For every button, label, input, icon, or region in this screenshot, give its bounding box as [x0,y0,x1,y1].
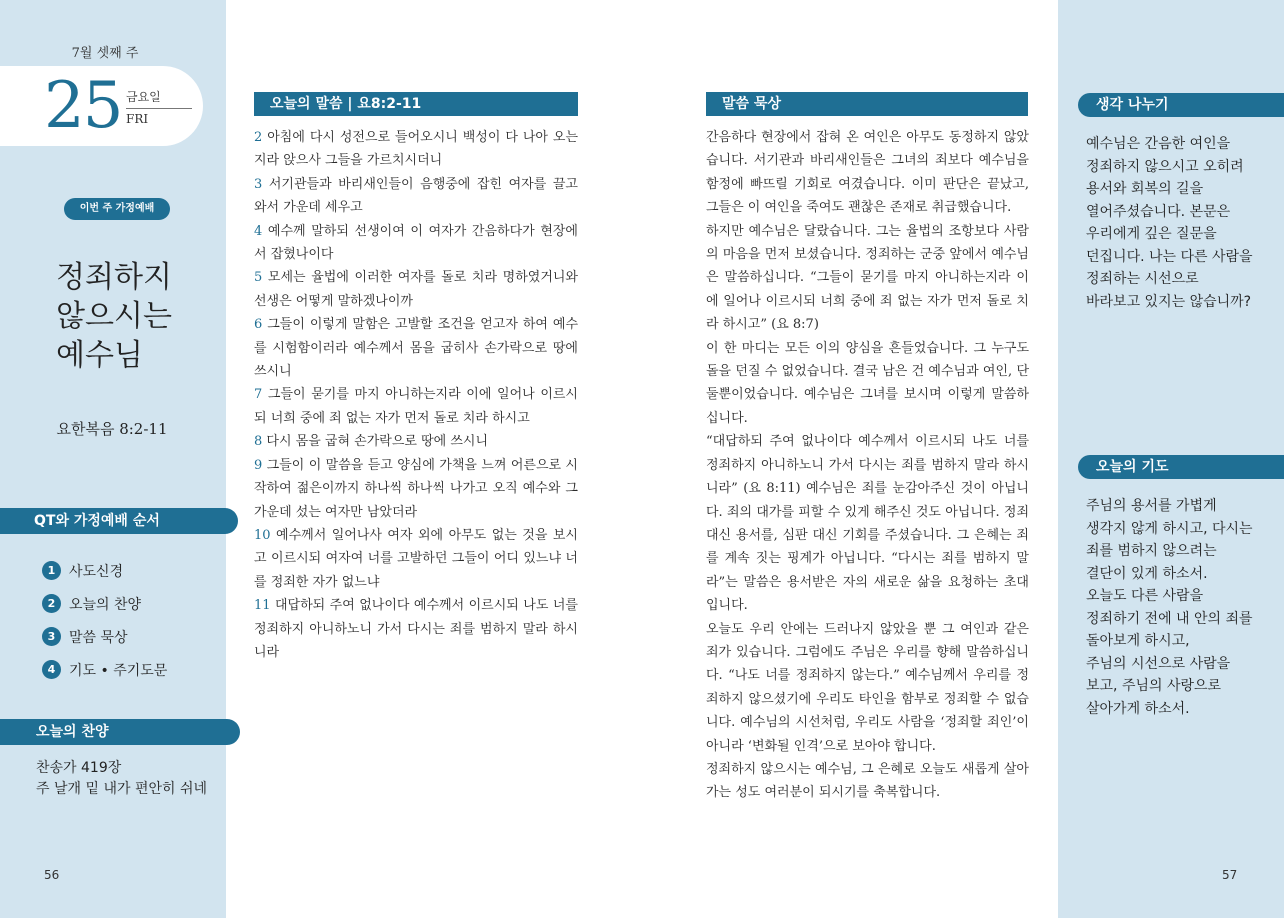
verse [254,383,578,430]
verse-text: 대답하되 주여 없나이다 예수께서 이르시되 나도 너를 정죄하지 아니하노니 가서 다시는 죄를 범하지 말라 하시니라 [254,598,578,660]
order-list [42,554,167,686]
text-line: 열어주셨습니다. 본문은 [1086,203,1231,220]
verse-number: 7 [254,387,263,403]
text-line: 정죄하기 전에 내 안의 죄를 [1086,610,1253,627]
meditation-heading: 말씀 묵상 [706,92,1028,116]
text-line: 주님의 용서를 가볍게 [1086,498,1217,514]
family-worship-tag: 이번 주 가정예배 [64,198,170,220]
verse-text: 모세는 율법에 이러한 여자를 돌로 치라 명하였거니와 선생은 어떻게 말하겠나이까 [254,270,578,309]
hymn-info [36,758,207,800]
verse [254,594,578,664]
number-badge: 1 [42,561,61,580]
number-badge: 4 [42,660,61,679]
verse [254,220,578,267]
text-line: 생각지 않게 하시고, 다시는 [1086,520,1253,537]
text-line: 살아가게 하소서. [1086,700,1190,717]
hymn-title: 주 날개 밑 내가 편안히 쉬네 [36,781,208,797]
list-item [42,620,167,653]
order-label: 기도 • 주기도문 [69,662,168,679]
text-line: 정죄하는 시선으로 [1086,271,1199,287]
meditation-text [706,126,1029,805]
text-line: 오늘도 다른 사람을 [1086,588,1204,604]
order-heading: QT와 가정예배 순서 [0,508,238,534]
title-line: 않으시는 [56,299,172,334]
verse-text: 그들이 이 말씀을 듣고 양심에 가책을 느껴 어른으로 시작하여 젊은이까지 하나씩 하나씩 나가고 오직 예수와 그 가운데 섰는 여자만 남았더라 [254,457,578,520]
verse-text: 아침에 다시 성전으로 들어오시니 백성이 다 나아 오는지라 앉으사 그들을 가르치시더니 [254,130,578,169]
prayer-heading: 오늘의 기도 [1078,455,1284,479]
page-number-right: 57 [1222,868,1238,882]
week-label: 7월 셋째 주 [71,46,139,61]
verse-text: 예수께서 일어나사 여자 외에 아무도 없는 것을 보시고 이르시되 여자여 너를 고발하던 그들이 어디 있느냐 너를 정죄한 자가 없느냐 [254,527,578,590]
day-divider [126,108,192,109]
share-text [1086,133,1276,313]
meditation-paragraph: 오늘도 우리 안에는 드러나지 않았을 뿐 그 여인과 같은 죄가 있습니다. 그럼에도 주님은 우리를 향해 말씀하십니다. “나도 너를 정죄하지 않는다.” 예수님께서 우리를 정죄하지 않으셨기에 우리도 타인을 함부로 정죄할 수 없습니다. 예수님의 시선처럼, 우리도 사람을 ‘정죄할 죄인’이 아니라 ‘변화될 인격’으로 보아야 합니다. [706,621,1029,754]
day-english: FRI [126,112,149,126]
text-line: 우리에게 깊은 질문을 [1086,226,1217,242]
meditation-paragraph: “대답하되 주여 없나이다 예수께서 이르시되 나도 너를 정죄하지 아니하노니 가서 다시는 죄를 범하지 말라 하시니라” (요 8:11) 예수님은 죄를 눈감아주신 것이 아닙니다. 죄의 대가를 피할 수 있게 해주신 것도 아닙니다. 정죄 대신 용서를, 심판 대신 기회를 주셨습니다. 그 은혜는 죄를 계속 짓는 핑계가 아닙니다. “다시는 죄를 범하지 말라”는 말씀은 용서받은 자의 새로운 삶을 요청하는 초대입니다. [706,434,1029,614]
text-line: 결단이 있게 하소서. [1086,565,1208,582]
hymn-heading: 오늘의 찬양 [0,719,240,745]
text-line: 예수님은 간음한 여인을 [1086,136,1231,152]
title-line: 정죄하지 [56,260,172,295]
order-label: 말씀 묵상 [69,629,128,646]
text-line: 돌아보게 하시고, [1086,633,1190,649]
meditation-paragraph: 정죄하지 않으시는 예수님, 그 은혜로 오늘도 새롭게 살아가는 성도 여러분이 되시기를 축복합니다. [706,761,1029,801]
verse-number: 4 [254,223,263,239]
number-badge: 3 [42,627,61,646]
verse [254,313,578,383]
verse-text: 다시 몸을 굽혀 손가락으로 땅에 쓰시니 [266,434,489,450]
list-item [42,653,167,686]
verse [254,430,578,453]
verse-text: 그들이 묻기를 마지 아니하는지라 이에 일어나 이르시되 너희 중에 죄 없는 자가 먼저 돌로 치라 하시고 [254,387,578,426]
order-label: 오늘의 찬양 [69,596,142,613]
verse-number: 8 [254,434,263,450]
text-line: 용서와 회복의 길을 [1086,181,1204,197]
scripture-reference: 요한복음 8:2-11 [56,420,168,438]
verse-text: 서기관들과 바리새인들이 음행중에 잡힌 여자를 끌고 와서 가운데 세우고 [254,176,578,216]
verse [254,173,578,220]
verse-number: 11 [254,598,271,614]
meditation-paragraph: 이 한 마디는 모든 이의 양심을 흔들었습니다. 그 누구도 돌을 던질 수 없었습니다. 결국 남은 건 예수님과 여인, 단둘뿐이었습니다. 예수님은 그녀를 보시며 이렇게 말씀하십니다. [706,340,1029,426]
verse [254,126,578,173]
verse-text: 예수께 말하되 선생이여 이 여자가 간음하다가 현장에서 잡혔나이다 [254,223,578,263]
list-item [42,587,167,620]
title-line: 예수님 [56,338,143,373]
day-korean: 금요일 [126,90,161,104]
verse-number: 5 [254,270,263,286]
page-number-left: 56 [44,868,60,882]
verse-number: 9 [254,457,263,473]
scripture-text [254,126,578,664]
text-line: 죄를 범하지 않으려는 [1086,543,1217,559]
verse-number: 2 [254,130,263,145]
verse [254,266,578,313]
text-line: 바라보고 있지는 않습니까? [1086,293,1252,310]
text-line: 던집니다. 나는 다른 사람을 [1086,248,1253,265]
text-line: 정죄하지 않으시고 오히려 [1086,158,1244,175]
hymn-number: 찬송가 419장 [36,760,122,776]
order-label: 사도신경 [69,563,124,580]
verse-number: 10 [254,527,271,543]
text-line: 주님의 시선으로 사람을 [1086,655,1231,672]
number-badge: 2 [42,594,61,613]
day-number: 25 [44,69,122,143]
verse-number: 6 [254,317,263,333]
meditation-paragraph: 간음하다 현장에서 잡혀 온 여인은 아무도 동정하지 않았습니다. 서기관과 바리새인들은 그녀의 죄보다 예수님을 함정에 빠뜨릴 기회로 여겼습니다. 이미 판단은 끝났고, 그들은 이 여인을 죽여도 괜찮은 존재로 취급했습니다. [706,130,1029,216]
verse [254,524,578,594]
verse-text: 그들이 이렇게 말함은 고발할 조건을 얻고자 하여 예수를 시험함이러라 예수께서 몸을 굽히사 손가락으로 땅에 쓰시니 [254,317,578,380]
share-heading: 생각 나누기 [1078,93,1284,117]
meditation-paragraph: 하지만 예수님은 달랐습니다. 그는 율법의 조항보다 사람의 마음을 먼저 보셨습니다. 정죄하는 군중 앞에서 예수님은 말씀하십니다. “그들이 묻기를 마지 아니하는지라 이에 일어나 이르시되 너희 중에 죄 없는 자가 먼저 돌로 치라 하시고” (요 8:7) [706,223,1029,333]
page-title [56,258,172,375]
list-item [42,554,167,587]
scripture-heading: 오늘의 말씀 | 요8:2-11 [254,92,578,116]
text-line: 보고, 주님의 사랑으로 [1086,678,1222,694]
verse-number: 3 [254,176,263,192]
verse [254,454,578,524]
prayer-text [1086,495,1276,720]
